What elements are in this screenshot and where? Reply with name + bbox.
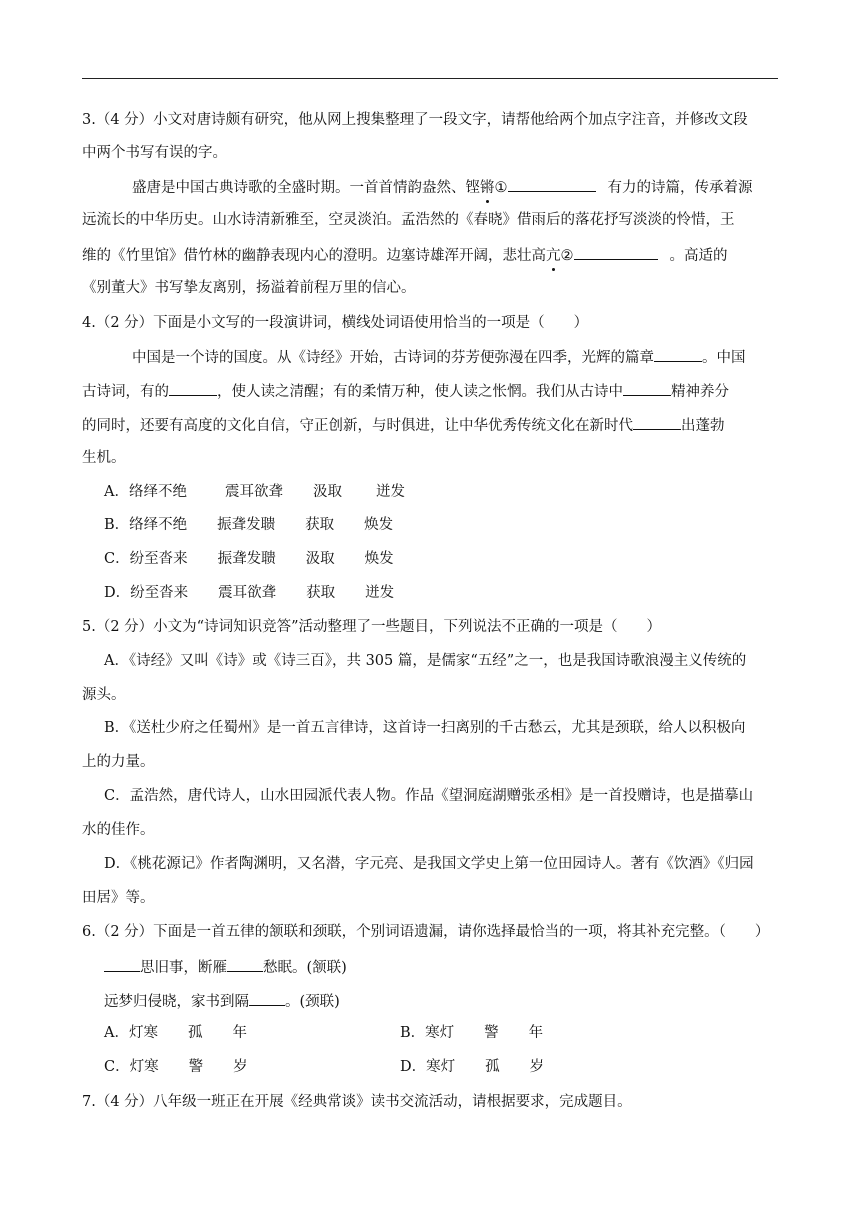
q4-option-c[interactable]: C．纷至沓来 振聋发聩 汲取 焕发 [104,551,394,567]
q7-header: 7.（4 分）八年级一班正在开展《经典常谈》读书交流活动，请根据要求，完成题目。 [82,1094,632,1110]
q4-passage-line-1: 中国是一个诗的国度。从《诗经》开始，古诗词的芬芳便弥漫在四季，光辉的篇章 。中国 [132,346,746,368]
q6-option-d[interactable]: D．寒灯 孤 岁 [400,1059,545,1075]
q4-header: 4.（2 分）下面是小文写的一段演讲词，横线处词语使用恰当的一项是（ ） [82,315,589,331]
q3-passage-line-4: 《别董大》书写挚友离别，扬溢着前程万里的信心。 [82,280,416,296]
q5-option-b[interactable]: B．《送杜少府之任蜀州》是一首五言律诗，这首诗一扫离别的千古愁云，尤其是颈联，给人以积极向 [104,720,746,736]
answer-blank[interactable] [249,990,285,1006]
answer-blank[interactable] [169,380,217,396]
answer-blank[interactable] [227,956,263,972]
answer-blank[interactable] [574,244,658,260]
q5-option-d-cont: 田居》等。 [82,890,155,906]
answer-blank[interactable] [623,380,671,396]
q4-passage-line-4: 生机。 [82,450,126,466]
q4-passage-line-2: 古诗词，有的 ，使人读之清醒；有的柔情万种，使人读之怅惘。我们从古诗中 精神养分 [82,380,729,402]
q6-couplet-1: 思旧事，断雁 愁眠。(颔联) [104,956,347,978]
q3-passage-line-2: 远流长的中华历史。山水诗清新雅至，空灵淡泊。孟浩然的《春晓》借雨后的落花抒写淡淡的怜惜，王 [82,212,735,228]
q5-option-c[interactable]: C．孟浩然，唐代诗人，山水田园派代表人物。作品《望洞庭湖赠张丞相》是一首投赠诗，也是描摹山 [104,788,754,804]
q6-option-c[interactable]: C．灯寒 警 岁 [104,1059,248,1075]
q3-passage-line-1: 盛唐是中国古典诗歌的全盛时期。一首首情韵盎然、铿锵① 有力的诗篇，传承着源 [132,176,753,198]
q4-option-a[interactable]: A．络绎不绝 震耳欲聋 汲取 迸发 [104,484,405,500]
q5-option-c-cont: 水的佳作。 [82,822,155,838]
q3-header-cont: 中两个书写有误的字。 [82,145,227,161]
q5-option-d[interactable]: D．《桃花源记》作者陶渊明，又名潜，字元亮、是我国文学史上第一位田园诗人。著有《饮酒》《归园 [104,856,754,872]
q4-option-b[interactable]: B．络绎不绝 振聋发聩 获取 焕发 [104,517,394,533]
q5-option-a-cont: 源头。 [82,687,126,703]
q6-option-a[interactable]: A．灯寒 孤 年 [104,1025,247,1041]
q5-header: 5.（2 分）小文为“诗词知识竞答”活动整理了一些题目，下列说法不正确的一项是（ ） [82,619,661,635]
emphasis-dot-char: 锵 [480,180,495,196]
answer-blank[interactable] [508,176,596,192]
q3-header: 3.（4 分）小文对唐诗颇有研究，他从网上搜集整理了一段文字，请帮他给两个加点字注音，并修改文段 [82,112,748,128]
blank-number: ② [560,248,574,264]
q6-option-b[interactable]: B．寒灯 警 年 [400,1025,544,1041]
emphasis-dot-char: 亢 [546,248,561,264]
answer-blank[interactable] [654,346,702,362]
q5-option-b-cont: 上的力量。 [82,754,155,770]
q6-header: 6.（2 分）下面是一首五律的颔联和颈联，个别词语遗漏，请你选择最恰当的一项，将其补充完整。（ ） [82,924,770,940]
q4-option-d[interactable]: D．纷至沓来 震耳欲聋 获取 迸发 [104,585,395,601]
q5-option-a[interactable]: A．《诗经》又叫《诗》或《诗三百》，共 305 篇，是儒家“五经”之一，也是我国诗歌浪漫主义传统的 [104,653,747,669]
q6-couplet-2: 远梦归侵晓，家书到隔 。(颈联) [104,990,340,1012]
q4-passage-line-3: 的同时，还要有高度的文化自信，守正创新，与时俱进，让中华优秀传统文化在新时代 出蓬勃 [82,414,725,436]
blank-number: ① [494,180,508,196]
answer-blank[interactable] [633,414,681,430]
answer-blank[interactable] [104,956,140,972]
q3-passage-line-3: 维的《竹里馆》借竹林的幽静表现内心的澄明。边塞诗雄浑开阔，悲壮高亢② 。高适的 [82,244,728,266]
header-rule [82,78,778,79]
